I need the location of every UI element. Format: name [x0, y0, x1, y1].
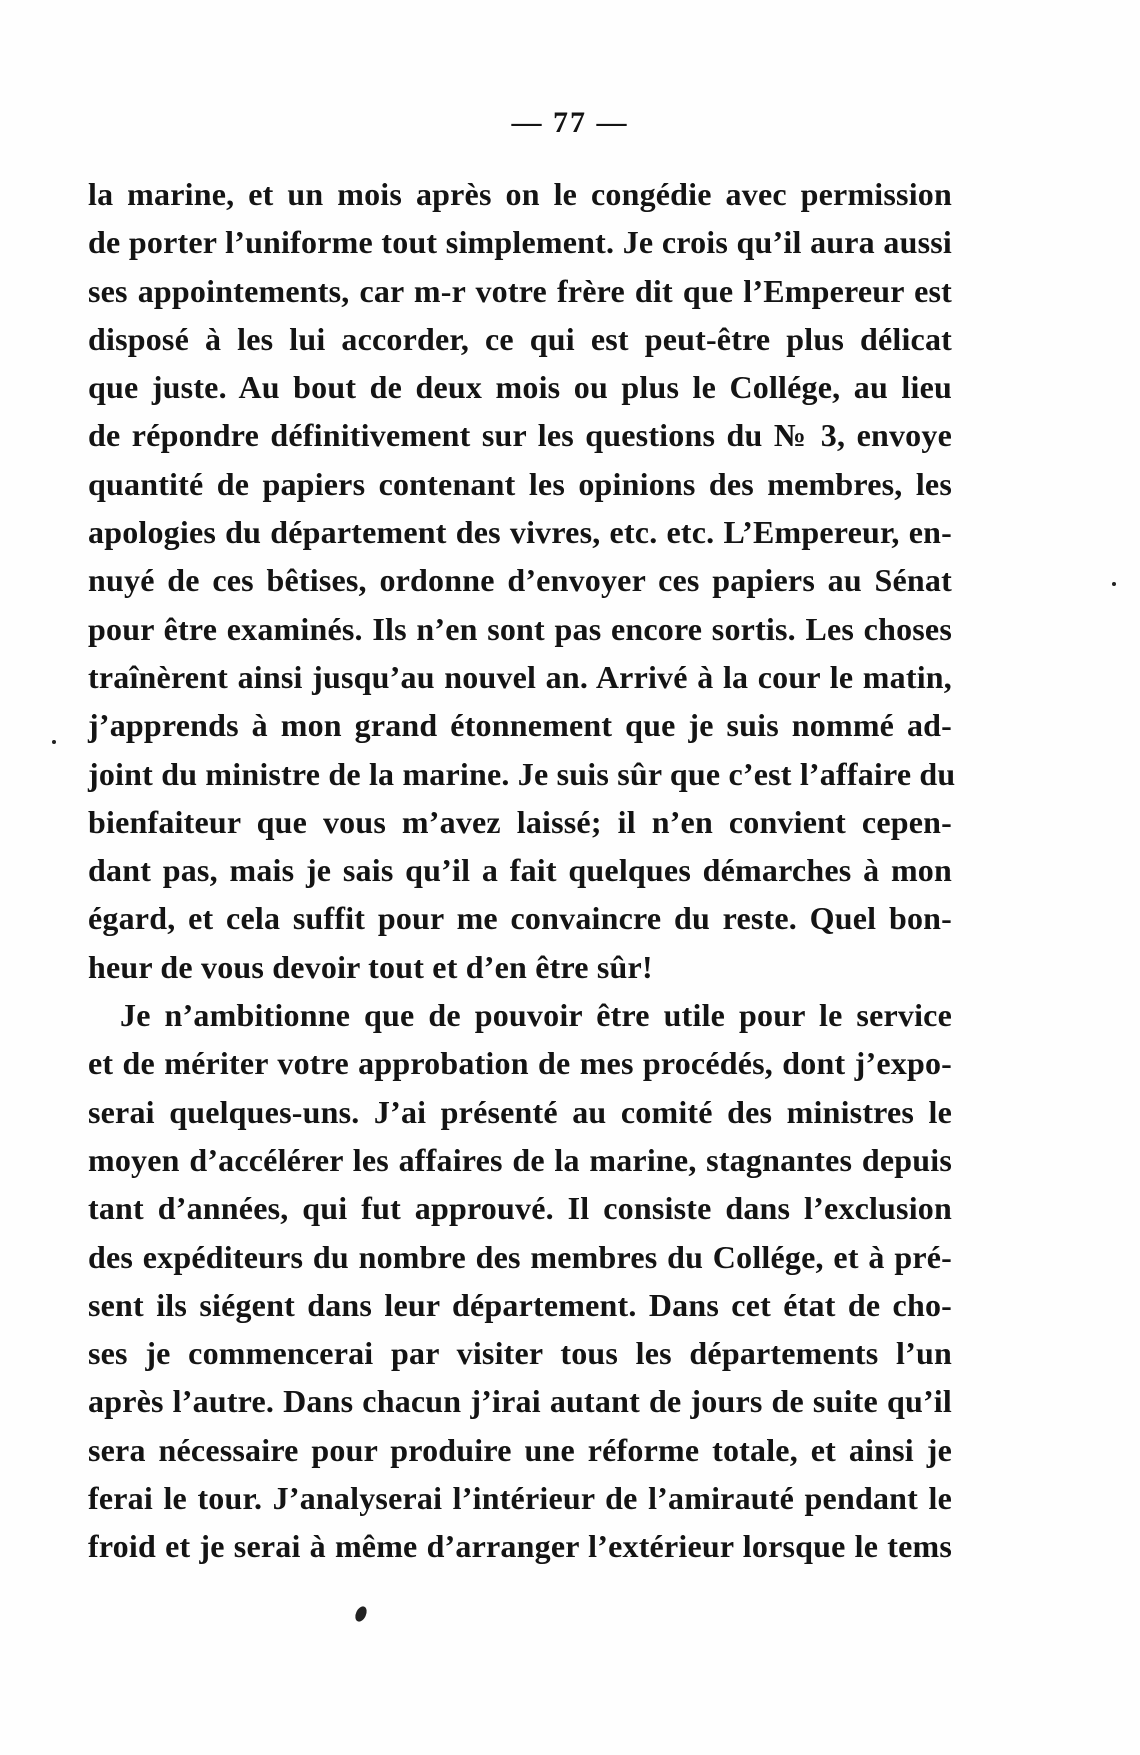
text-line: de porter l’uniforme tout simplement. Je crois qu’il aura aussi [88, 224, 952, 261]
ink-speck [52, 740, 56, 744]
paragraph-start-line: Je n’ambitionne que de pouvoir être utile pour le service [120, 997, 952, 1034]
ink-speck [353, 1605, 369, 1624]
text-line: moyen d’accélérer les affaires de la marine, stagnantes depuis [88, 1141, 952, 1178]
body-text [88, 170, 956, 1571]
text-line: joint du ministre de la marine. Je suis sûr que c’est l’affaire du [88, 755, 956, 792]
text-line: apologies du département des vivres, etc. etc. L’Empereur, en- [88, 514, 952, 551]
text-line: bienfaiteur que vous m’avez laissé; il n’en convient cepen- [88, 803, 952, 840]
text-line: égard, et cela suffit pour me convaincre du reste. Quel bon- [88, 900, 952, 937]
text-line: sent ils siégent dans leur département. Dans cet état de cho- [88, 1286, 952, 1323]
text-line: nuyé de ces bêtises, ordonne d’envoyer ces papiers au Sénat [88, 562, 952, 599]
text-line: la marine, et un mois après on le congédie avec permission [88, 176, 952, 212]
text-line: de répondre définitivement sur les questions du № 3, envoye [88, 417, 952, 454]
text-line: ferai le tour. J’analyserai l’intérieur de l’amirauté pendant le [88, 1480, 952, 1517]
text-line: ses appointements, car m-r votre frère dit que l’Empereur est [88, 272, 952, 309]
text-line: et de mériter votre approbation de mes procédés, dont j’expo- [88, 1045, 952, 1082]
text-line: sera nécessaire pour produire une réforme totale, et ainsi je [88, 1431, 952, 1468]
ink-speck [1112, 582, 1116, 586]
text-line: j’apprends à mon grand étonnement que je suis nommé ad- [88, 707, 952, 744]
text-line: serai quelques-uns. J’ai présenté au comité des ministres le [88, 1093, 952, 1130]
paragraph-end-line: heur de vous devoir tout et d’en être sûr! [88, 948, 653, 985]
text-line: pour être examinés. Ils n’en sont pas encore sortis. Les choses [88, 610, 952, 647]
text-line: ses je commencerai par visiter tous les départements l’un [88, 1335, 952, 1372]
text-line: des expéditeurs du nombre des membres du Collége, et à pré- [88, 1238, 952, 1275]
text-line: disposé à les lui accorder, ce qui est peut-être plus délicat [88, 320, 952, 357]
text-line: tant d’années, qui fut approuvé. Il consiste dans l’exclusion [88, 1190, 952, 1227]
text-line: froid et je serai à même d’arranger l’extérieur lorsque le tems [88, 1528, 952, 1565]
text-line: quantité de papiers contenant les opinions des membres, les [88, 465, 952, 502]
page-number: — 77 — [511, 106, 629, 139]
text-line: que juste. Au bout de deux mois ou plus le Collége, au lieu [88, 369, 952, 406]
text-line: traînèrent ainsi jusqu’au nouvel an. Arrivé à la cour le matin, [88, 658, 952, 695]
text-line: dant pas, mais je sais qu’il a fait quelques démarches à mon [88, 852, 952, 889]
text-line: après l’autre. Dans chacun j’irai autant de jours de suite qu’il [88, 1383, 952, 1420]
